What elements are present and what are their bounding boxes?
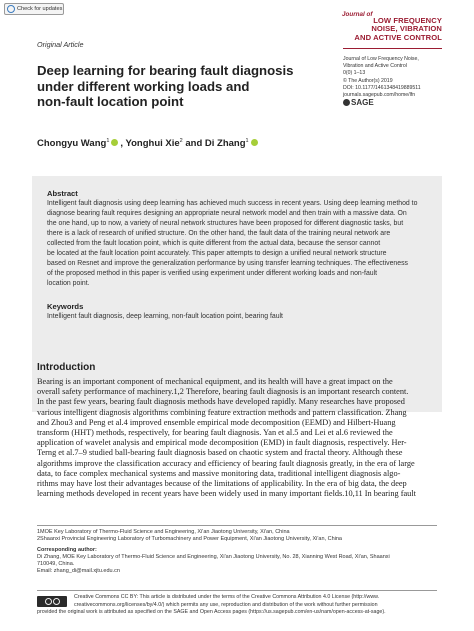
title-line: Deep learning for bearing fault diagnosis	[37, 63, 294, 78]
journal-meta	[343, 56, 453, 99]
author-name[interactable]: Chongyu Wang	[37, 138, 107, 150]
author-name[interactable]: Yonghui Xie	[125, 138, 180, 150]
orcid-icon[interactable]	[111, 139, 118, 146]
introduction-text	[37, 377, 437, 499]
abstract-line: collected from the fault location point, which is quite different from the actual data, because the sensor cannot	[47, 239, 381, 247]
keywords-heading: Keywords	[47, 301, 84, 311]
abstract-line: diagnose bearing fault requires designing an appropriate neural network model and then train with a massive data. On	[47, 209, 407, 217]
publisher-name: SAGE	[351, 98, 374, 107]
abstract-heading: Abstract	[47, 189, 78, 198]
meta-line: Vibration and Active Control	[343, 63, 407, 70]
abstract-line: of the proposed method in this paper is verified using experiment under different working loads and non-fault	[47, 269, 378, 277]
corresponding-author-line: Di Zhang, MOE Key Laboratory of Thermo-Fluid Science and Engineering, Xi'an Jiaotong University, No. 28, Xianning West Road, Xi'an, Shaanxi	[37, 554, 390, 561]
author-affiliation-mark: 1	[106, 138, 110, 144]
affiliation-line: 2Shaanxi Provincial Engineering Laboratory of Turbomachinery and Power Equipment, Xi'an Jiaotong University, Xi'an, China	[37, 536, 342, 543]
intro-line: rithms may have lost their advantages because of the limitations of applicability. In the era of big data, the deep	[37, 479, 407, 489]
abstract-line: Intelligent fault diagnosis using deep learning has achieved much success in recent years. Using deep learning method to	[47, 200, 418, 207]
email-link[interactable]: Email: zhang_di@mail.xjtu.edu.cn	[37, 568, 120, 575]
corresponding-author-heading: Corresponding author:	[37, 547, 97, 554]
intro-line: In the past few years, bearing fault diagnosis methods have developed rapidly. Many researches have proposed	[37, 397, 405, 407]
journal-prefix: Journal of	[342, 11, 373, 18]
meta-line: © The Author(s) 2019	[343, 77, 393, 84]
intro-line: algorithms improve the classification accuracy and efficiency of bearing fault diagnosis greatly, in the era of large	[37, 458, 415, 468]
intro-line: learning methods developed in recent years have been widely used in many important fields.10,11 In bearing fault	[37, 489, 416, 499]
journal-name-line: LOW FREQUENCY	[373, 16, 442, 25]
cc-by-icon	[37, 596, 67, 607]
introduction-heading: Introduction	[37, 362, 96, 373]
intro-line: application of wavelet analysis and empirical mode decomposition (EMD) in fault diagnosis, respectively. Her-	[37, 438, 407, 448]
publisher-logo	[343, 98, 374, 107]
license-text	[74, 594, 438, 609]
author-affiliation-mark: 2	[179, 138, 183, 144]
intro-line: data, to face complex mechanical systems and massive monitoring data, traditional intelligent diagnosis algo-	[37, 468, 401, 478]
title-line: non-fault location point	[37, 94, 184, 109]
license-line: creativecommons.org/licenses/by/4.0/) which permits any use, reproduction and distribution of the work without further permission	[74, 601, 378, 608]
journal-divider	[343, 48, 442, 49]
abstract-text	[47, 199, 428, 289]
orcid-icon[interactable]	[251, 139, 258, 146]
article-title	[37, 63, 342, 110]
affiliation-line: 1MOE Key Laboratory of Thermo-Fluid Science and Engineering, Xi'an Jiaotong University, Xi'an, China	[37, 529, 290, 535]
intro-line: Terng et al.7–9 studied ball-bearing fault diagnosis based on chaotic system and fractal theory. Although these	[37, 448, 403, 458]
license-divider	[37, 590, 437, 591]
intro-line: and Zhou3 and Peng et al.4 improved ensemble empirical mode decomposition (EEMD) and Hilbert-Huang	[37, 417, 396, 427]
journal-name-line: NOISE, VIBRATION	[371, 24, 442, 34]
footnote-divider	[37, 525, 437, 526]
license-line: Creative Commons CC BY: This article is distributed under the terms of the Creative Commons Attribution 4.0 License (http://www.	[74, 594, 380, 600]
sage-logo-icon	[343, 99, 350, 106]
meta-line: 0(0) 1–13	[343, 70, 366, 77]
corresponding-author-line: 710049, China.	[37, 561, 75, 568]
meta-line: Journal of Low Frequency Noise,	[343, 56, 419, 62]
abstract-line: location point.	[47, 279, 90, 287]
journal-name-line: AND ACTIVE CONTROL	[354, 32, 442, 42]
intro-line: Bearing is an important component of mechanical equipment, and its health will have a great impact on the	[37, 377, 393, 386]
abstract-line: there is a lack of research of unified structure. On the other hand, the fault data of the training neural network are	[47, 229, 391, 237]
intro-line: transform (HHT) methods, respectively, for bearing fault diagnosis. Yan et al.5 and Lei et al.6 reviewed the	[37, 428, 393, 438]
license-continuation: provided the original work is attributed as specified on the SAGE and Open Access pages (https://us.sagepub.com/en-us/nam/open-access-at-sage).	[37, 609, 386, 615]
check-for-updates-button[interactable]	[4, 3, 64, 15]
doi-link[interactable]: DOI: 10.1177/1461348419889511	[343, 84, 421, 91]
intro-line: overall safety performance of machinery.1,2 Therefore, bearing fault diagnosis is an important research content.	[37, 387, 409, 397]
abstract-line: be located at the fault location point accurately. This paper attempts to design a unified neural network structure	[47, 249, 387, 257]
keywords-text: Intelligent fault diagnosis, deep learning, non-fault location point, bearing fault	[47, 312, 283, 320]
author-name[interactable]: Di Zhang	[204, 138, 246, 150]
author-affiliation-mark: 1	[245, 138, 249, 144]
footnotes	[37, 529, 437, 576]
author-separator: and	[182, 138, 205, 150]
check-for-updates-label: Check for updates	[17, 6, 63, 12]
crossmark-icon	[7, 5, 15, 13]
journal-name	[354, 17, 442, 42]
abstract-line: based on Resnet and improve the generalization performance by using transfer learning techniques. The effectiveness	[47, 259, 408, 267]
journal-url-link[interactable]: journals.sagepub.com/home/lfn	[343, 92, 416, 99]
intro-line: various intelligent diagnosis algorithms combining feature extraction methods and pattern classification. Zhang	[37, 407, 407, 417]
article-type: Original Article	[37, 40, 84, 49]
abstract-line: the one hand, up to now, a variety of neural network structures have been proposed for different diagnostic tasks, but	[47, 219, 404, 227]
title-line: under different working loads and	[37, 78, 250, 94]
author-separator: ,	[120, 138, 126, 150]
author-list	[37, 138, 260, 149]
